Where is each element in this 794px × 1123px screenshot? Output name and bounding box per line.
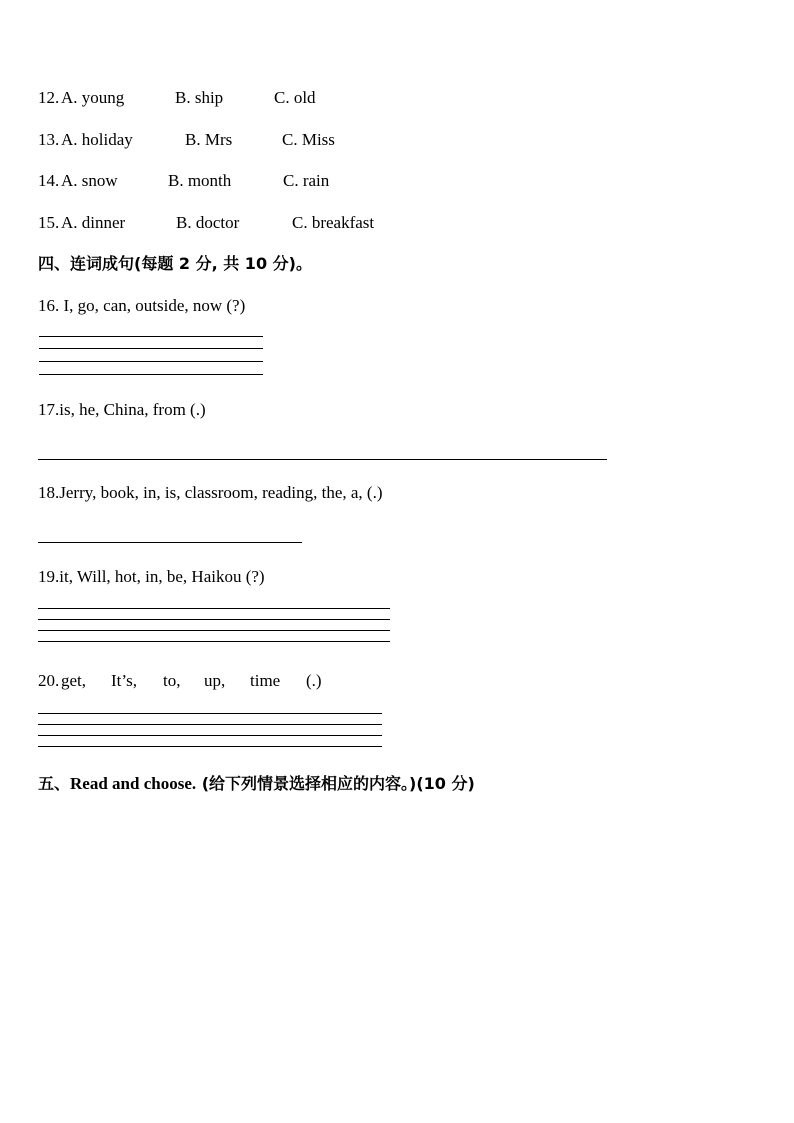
q13-option-b: B. Mrs xyxy=(185,130,233,149)
q18-prompt: 18.Jerry, book, in, is, classroom, reading, the, a, (.) xyxy=(38,483,383,502)
q13-option-a: A. holiday xyxy=(61,130,133,149)
q19-prompt: 19.it, Will, hot, in, be, Haikou (?) xyxy=(38,567,265,586)
q20-word: It’s, xyxy=(111,671,137,690)
q20-word: get, xyxy=(61,671,87,690)
q12-number: 12. xyxy=(38,88,60,107)
answer-line xyxy=(38,713,382,714)
section-5-english: Read and choose. xyxy=(70,774,197,793)
q12-option-a: A. young xyxy=(61,88,125,107)
answer-line xyxy=(38,459,607,460)
q14-option-c: C. rain xyxy=(283,171,330,190)
q20-word: up, xyxy=(204,671,226,690)
section-5-rest: (给下列情景选择相应的内容。)(10 分) xyxy=(196,774,475,793)
q17-prompt: 17.is, he, China, from (.) xyxy=(38,400,206,419)
q14-number: 14. xyxy=(38,171,60,190)
answer-line xyxy=(38,735,382,736)
answer-line xyxy=(39,348,263,349)
q15-option-c: C. breakfast xyxy=(292,213,375,232)
answer-line xyxy=(38,641,390,642)
answer-line xyxy=(38,542,302,543)
answer-line xyxy=(38,608,390,609)
q14-option-b: B. month xyxy=(168,171,232,190)
answer-line xyxy=(39,374,263,375)
q20-word: to, xyxy=(163,671,181,690)
section-4-title: 四、连词成句(每题 2 分, 共 10 分)。 xyxy=(38,254,312,273)
section-5-title xyxy=(38,774,475,794)
q13-option-c: C. Miss xyxy=(282,130,335,149)
q14-option-a: A. snow xyxy=(61,171,118,190)
q13-number: 13. xyxy=(38,130,60,149)
section-5-prefix: 五、 xyxy=(38,774,71,793)
q15-option-a: A. dinner xyxy=(61,213,126,232)
q12-option-b: B. ship xyxy=(175,88,224,107)
q16-prompt: 16. I, go, can, outside, now (?) xyxy=(38,296,246,315)
answer-line xyxy=(39,361,263,362)
answer-line xyxy=(39,336,263,337)
q20-word: (.) xyxy=(306,671,322,690)
answer-line xyxy=(38,746,382,747)
q20-word: time xyxy=(250,671,281,690)
answer-line xyxy=(38,619,390,620)
answer-line xyxy=(38,630,390,631)
q12-option-c: C. old xyxy=(274,88,316,107)
answer-line xyxy=(38,724,382,725)
q15-number: 15. xyxy=(38,213,60,232)
q20-number: 20. xyxy=(38,671,60,690)
q15-option-b: B. doctor xyxy=(176,213,240,232)
